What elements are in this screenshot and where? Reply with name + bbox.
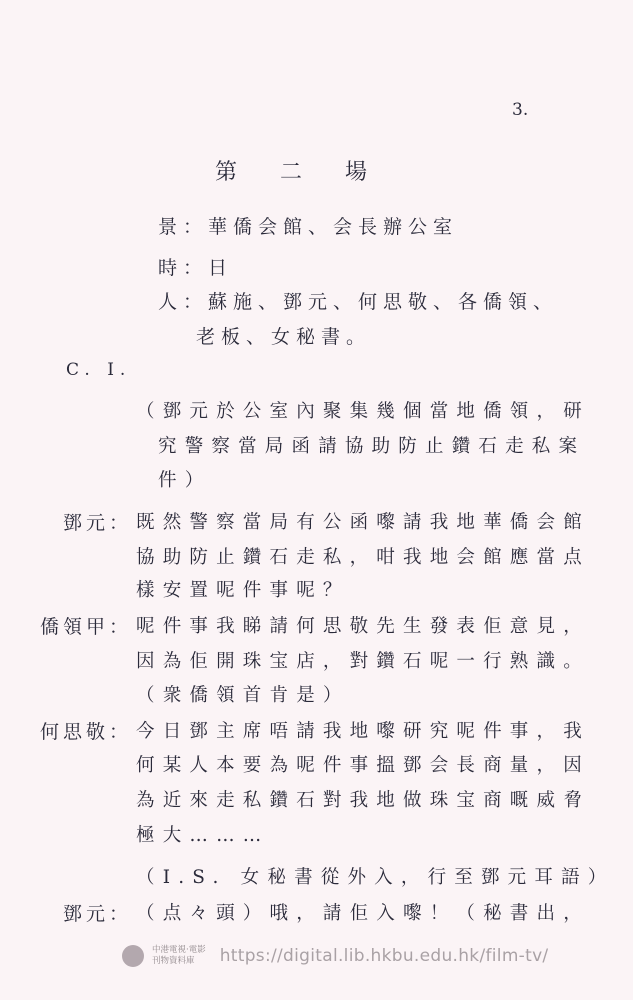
dialogue-line: 樣安置呢件事呢？ [136,580,350,601]
speaker-name: 何思敬： [39,721,132,743]
dialogue-line: 既然警察當局有公函嚟請我地華僑会館 [136,512,590,533]
scene-marker: C. I. [66,360,132,380]
watermark-org-line1: 中港電視·電影 [152,945,206,955]
stage-direction-line: 究警察當局函請協助防止鑽石走私案 [158,436,586,457]
dialogue-line: 呢件事我睇請何思敬先生發表佢意見， [136,616,590,637]
library-logo-icon [122,945,144,967]
stage-direction-line: 件） [158,470,212,491]
dialogue-line: 因為佢開珠宝店，對鑽石呢一行熟識。 [136,651,590,672]
dialogue-line: 為近來走私鑽石對我地做珠宝商嘅威脅 [136,790,590,811]
setting-people-2: 老板、女秘書。 [196,326,372,348]
page-number: 3. [512,100,529,120]
setting-time: 時：日 [158,257,234,279]
watermark-org [152,945,206,967]
scene-title: 第 二 場 [215,160,385,185]
setting-people-1: 人：蘇施、鄧元、何思敬、各僑領、 [158,291,559,313]
watermark-url[interactable]: https://digital.lib.hkbu.edu.hk/film-tv/ [219,946,549,966]
dialogue-line: 今日鄧主席唔請我地嚟研究呢件事，我 [136,721,590,742]
setting-scene: 景：華僑会館、会長辦公室 [158,216,459,238]
stage-direction-line: （I.S. 女秘書從外入，行至鄧元耳語） [136,867,615,888]
dialogue-line: 極大……… [136,825,270,846]
dialogue-line: 何某人本要為呢件事搵鄧会長商量，因 [136,755,590,776]
speaker-name: 鄧元： [62,512,132,534]
dialogue-line: 協助防止鑽石走私，咁我地会館應當点 [136,547,590,568]
speaker-name: 僑領甲： [39,616,132,638]
stage-direction-line: （鄧元於公室內聚集幾個當地僑領，研 [136,401,590,422]
dialogue-line: （点々頭）哦，請佢入嚟！（秘書出， [136,903,590,924]
speaker-name: 鄧元： [62,903,132,925]
dialogue-line: （衆僑領首肯是） [136,685,350,706]
watermark-org-line2: 刊物資料庫 [152,956,195,966]
library-watermark [122,945,548,967]
